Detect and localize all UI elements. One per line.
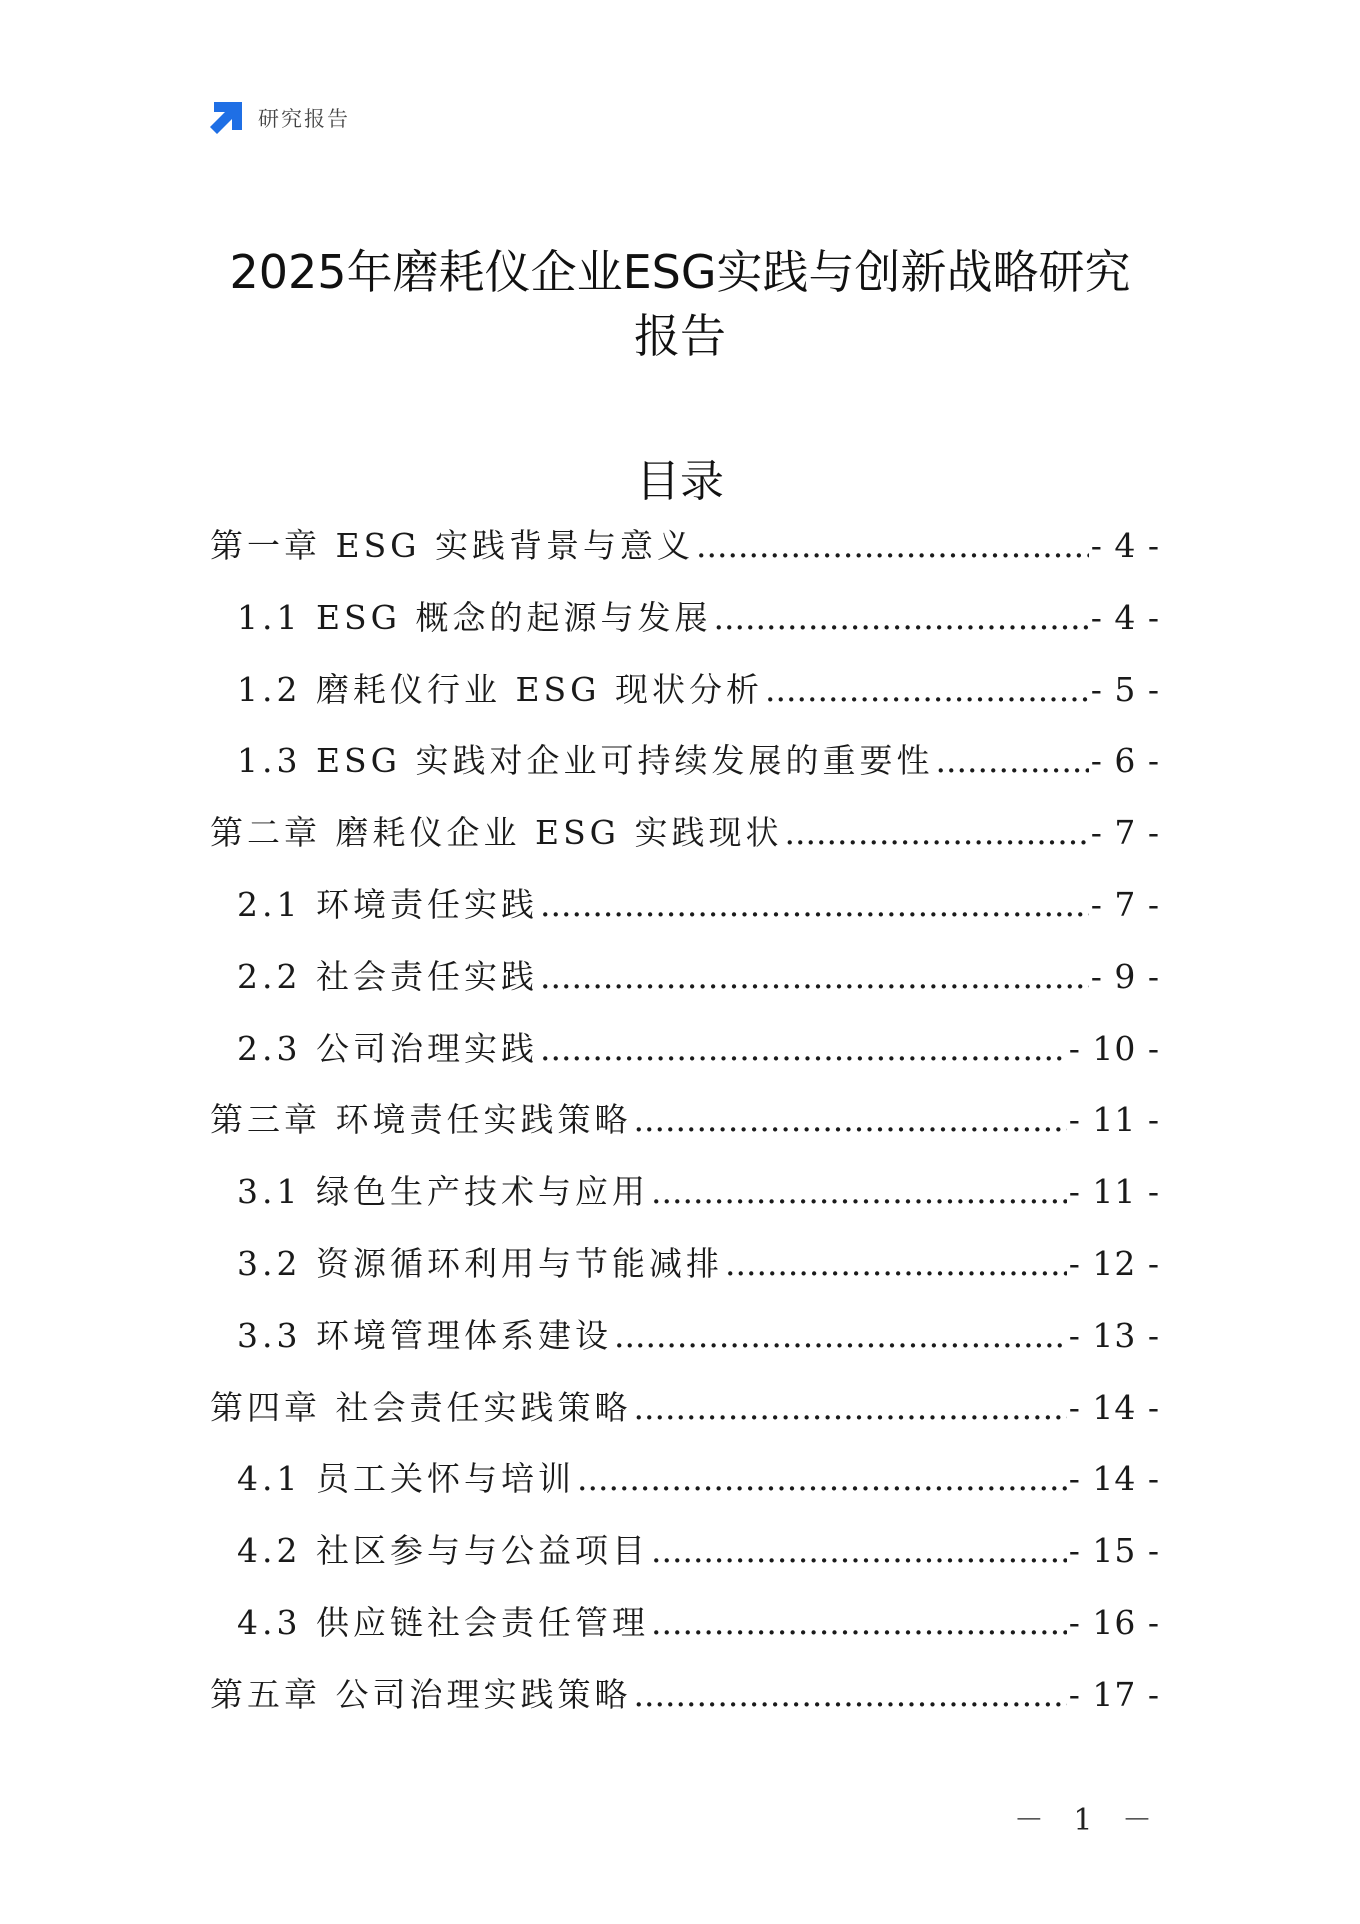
toc-entry-label: 2.3 公司治理实践 (237, 1028, 538, 1068)
toc-entry-label: 3.3 环境管理体系建设 (237, 1315, 612, 1355)
toc-entry[interactable] (210, 735, 1160, 807)
title-line-2: 报告 (634, 309, 726, 363)
document-title (160, 240, 1200, 368)
toc-entry[interactable] (210, 1023, 1160, 1095)
toc-entry-page: - 12 - (1068, 1243, 1160, 1283)
arrow-up-right-logo-icon (208, 100, 244, 136)
toc-entry[interactable] (210, 879, 1160, 951)
toc-entry-page: - 5 - (1090, 669, 1160, 709)
toc-entry-page: - 9 - (1090, 956, 1160, 996)
toc-entry-label: 第一章 ESG 实践背景与意义 (210, 526, 695, 565)
toc-entry-label: 第四章 社会责任实践策略 (210, 1387, 632, 1427)
toc-leader-dots (577, 1459, 1067, 1498)
toc-entry-label: 第二章 磨耗仪企业 ESG 实践现状 (210, 813, 783, 853)
toc-entry-label: 1.3 ESG 实践对企业可持续发展的重要性 (237, 741, 934, 781)
toc-leader-dots (714, 598, 1089, 637)
toc-entry-label: 3.1 绿色生产技术与应用 (237, 1172, 649, 1212)
report-header (208, 98, 350, 138)
toc-leader-dots (540, 885, 1089, 924)
toc-entry[interactable] (210, 1310, 1160, 1382)
toc-entry-page: - 7 - (1090, 884, 1160, 924)
toc-entry-label: 1.2 磨耗仪行业 ESG 现状分析 (237, 669, 764, 709)
toc-entry-page: - 6 - (1090, 741, 1160, 781)
toc-leader-dots (540, 957, 1089, 996)
header-label: 研究报告 (258, 107, 350, 131)
toc-entry-page: - 15 - (1068, 1531, 1160, 1571)
toc-entry-page: - 16 - (1068, 1602, 1160, 1642)
toc-entry[interactable] (210, 1453, 1160, 1525)
toc-entry-label: 第五章 公司治理实践策略 (210, 1674, 632, 1714)
toc-leader-dots (651, 1531, 1067, 1570)
toc-leader-dots (936, 741, 1089, 780)
toc-entry-label: 2.2 社会责任实践 (237, 956, 538, 996)
toc-entry[interactable] (210, 807, 1160, 879)
toc-entry-label: 1.1 ESG 概念的起源与发展 (237, 597, 712, 637)
toc-leader-dots (765, 670, 1089, 709)
title-line-1: 2025年磨耗仪企业ESG实践与创新战略研究 (229, 245, 1131, 299)
toc-entry-label: 4.3 供应链社会责任管理 (237, 1602, 649, 1642)
toc-entry[interactable] (210, 1525, 1160, 1597)
toc-entry[interactable] (210, 1094, 1160, 1166)
toc-entry-label: 4.2 社区参与与公益项目 (237, 1531, 649, 1571)
toc-entry-page: - 11 - (1068, 1100, 1160, 1140)
toc-leader-dots (634, 1100, 1067, 1139)
table-of-contents (210, 520, 1160, 1741)
toc-entry-page: - 7 - (1090, 813, 1160, 853)
toc-leader-dots (634, 1675, 1067, 1714)
toc-entry-page: - 11 - (1068, 1172, 1160, 1212)
toc-entry-label: 2.1 环境责任实践 (237, 884, 538, 924)
toc-entry-page: - 13 - (1068, 1315, 1160, 1355)
toc-entry-label: 3.2 资源循环利用与节能减排 (237, 1243, 723, 1283)
toc-leader-dots (696, 526, 1089, 565)
toc-leader-dots (651, 1603, 1067, 1642)
toc-entry[interactable] (210, 1382, 1160, 1454)
toc-entry-label: 4.1 员工关怀与培训 (237, 1459, 575, 1499)
toc-heading: 目录 (636, 456, 724, 507)
page-number: － 1 － (1013, 1803, 1162, 1838)
toc-leader-dots (785, 813, 1089, 852)
toc-entry[interactable] (210, 1166, 1160, 1238)
toc-leader-dots (614, 1316, 1067, 1355)
toc-leader-dots (540, 1029, 1067, 1068)
toc-entry[interactable] (210, 1238, 1160, 1310)
toc-leader-dots (725, 1244, 1067, 1283)
toc-entry[interactable] (210, 1597, 1160, 1669)
toc-entry[interactable] (210, 520, 1160, 592)
toc-entry-page: - 17 - (1068, 1674, 1160, 1714)
toc-entry[interactable] (210, 664, 1160, 736)
toc-leader-dots (651, 1172, 1067, 1211)
toc-entry-page: - 4 - (1090, 526, 1160, 565)
toc-entry-label: 第三章 环境责任实践策略 (210, 1100, 632, 1140)
toc-leader-dots (634, 1388, 1067, 1427)
toc-entry[interactable] (210, 1669, 1160, 1741)
toc-entry-page: - 14 - (1068, 1459, 1160, 1499)
toc-entry-page: - 14 - (1068, 1387, 1160, 1427)
toc-entry[interactable] (210, 592, 1160, 664)
toc-entry-page: - 4 - (1090, 597, 1160, 637)
toc-entry[interactable] (210, 951, 1160, 1023)
toc-entry-page: - 10 - (1068, 1028, 1160, 1068)
